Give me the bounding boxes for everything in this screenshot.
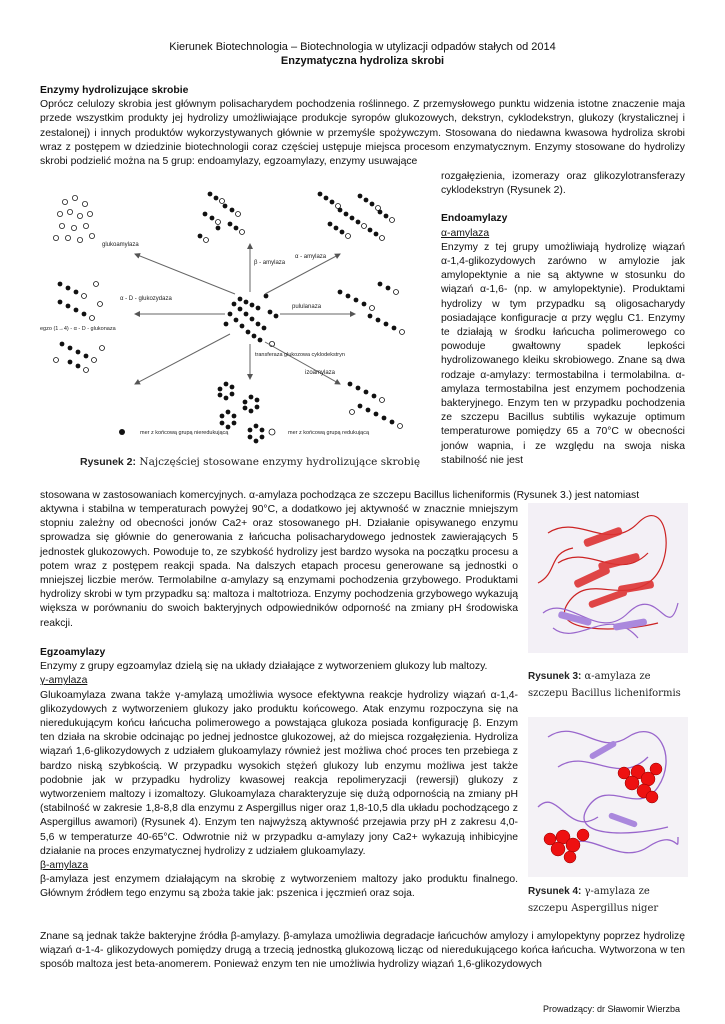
label-glukoamylaza: glukoamylaza [102,242,139,248]
legend-black-marker [119,429,125,435]
gamma-paragraph: Glukoamylaza zwana także γ-amylazą umożliwia wysoce efektywna reakcje hydrolizy wiązań α-1,4-glikozydowych z wytworzeniem glukozy jako produktu końcowego. Atak enzymu rozpoczyna się na nieredukującym końcu łańcucha polimerowego a powstająca glukoza posiada konfigurację β. Enzym ten działa na skrobie odcinając po jednej jednostce glukozowej, aż do miejsca rozgałęzienia. Hydroliza wiązań 1,6-glikozydowych z udziałem glukoamylazy również jest możliwa choć proces ten przebiega z bardzo niską szybkością. W przypadku wysokich stężeń glukozy lub enzymu możliwa jest także podobnie jak w przypadku hydrolizy kwasowej reakcja repolimeryzacji (rewersji) glukozy z wytworzeniem maltozy i izomaltozy. Glukoamylaza charakteryzuje się dużą odpornością na zmiany pH (stabilność w zakresie 1,8-8,8 dla enzymu z Aspergillus niger oraz 1,8-10,5 dla układu pochodzącego z Aspergillus awamori) (Rysunek 4). Enzym ten najwyższą aktywność przejawia przy pH z zakresu 4,0-5,6 w temperaturze 40-65°C. Odwrotnie niż w przypadku α-amylazy jony Ca2+ wykazują inhibicyjne działanie na proces enzymatycznej hydrolizy z udziałem glukoamylazy. [40,689,518,857]
endo-continuation-full [40,489,685,503]
intro-continuation: rozgałęzienia, izomerazy oraz glikozylotransferazy cyklodekstryn (Rysunek 2). [441,171,685,197]
intro-paragraph: Oprócz celulozy skrobia jest głównym polisacharydem pochodzenia roślinnego. Z przemysłowego punktu widzenia istotne znaczenie maja przede wszystkim produkty jej hydrolizy umożliwiające produkcje syropów glukozowych, dekstryn, cyklodekstryn, glukozy (krystalicznej i zestalonej) i innych produktów wykorzystywanych głównie w przemyśle spożywczym. Stosowana do niedawna kwasowa hydroliza skrobi wraz z postępem w dziedzinie biotechnologii coraz częściej ustępuje miejsca procesom enzymatycznym. Enzymy stosowane do hydrolizy skrobi podzielić można na 5 grup: endoamylazy, egzoamylazy, enzymy usuwające [40,99,685,168]
label-beta-amylaza: β - amylaza [254,260,286,266]
endo-full-line: stosowana w zastosowaniach komercyjnych. α-amylaza pochodząca ze szczepu Bacillus licheniformis (Rysunek 3.) jest natomiast [40,490,640,501]
beta-full-paragraph: Znane są jednak także bakteryjne źródła β-amylazy. β-amylaza umożliwia degradacje łańcuchów amylozy i amylopektyny poprzez hydrolizę wiązań α-1-4- glikozydowych pomiędzy drugą a trzecią jednostką glukozową licząc od nieredukującego końca łańcucha. Wytworzona w ten sposób maltoza jest beta-anomerem. Ponieważ enzym ten nie umożliwia hydrolizy wiązań 1,6-glikozydowych [40,931,685,971]
enzyme-diagram [40,184,435,466]
egzo-heading: Egzoamylazy [40,647,106,658]
legend-white-label: mer z końcową grupą redukującą [288,430,370,436]
label-alfa-amylaza: α - amylaza [295,254,327,260]
page-title: Enzymatyczna hydroliza skrobi [280,55,445,67]
figure-2-caption-text: Najczęściej stosowane enzymy hydrolizujące skrobię [139,456,421,468]
figure-3-caption [528,668,688,702]
gamma-amylase-subheading: γ-amylaza [40,675,88,687]
egzo-products [54,342,105,373]
label-transferaza: transferaza glukozowa cyklodekstryn [255,352,345,358]
egzo-intro: Enzymy z grupy egzoamylaz dzielą się na układy działające z wytworzeniem glukozy lub maltozy. [40,661,488,673]
footer-instructor: Prowadzący: dr Sławomir Wierzba [542,1004,680,1014]
figure-2 [40,184,435,484]
figure-4-caption [528,883,688,917]
label-pululanaza: pululanaza [292,304,322,310]
intro-heading: Enzymy hydrolizujące skrobie [40,85,189,96]
beta-amylase-subheading: β-amylaza [40,860,89,872]
alfa-amylaza-products [318,192,395,241]
label-alfa-d-glukozydaza: α - D - glukozydaza [120,296,172,302]
legend-black-label: mer z końcową grupą nieredukującą [140,430,229,436]
gamma-amylase-structure [528,717,688,877]
beta-narrow-paragraph: β-amylaza jest enzymem działającym na skrobię z wytworzeniem maltozy jako produktu finalnego. Głównym źródłem tego enzymu są zboża takie jak: pszenica i jęczmień oraz soja. [40,874,518,900]
figure-3-caption-text: α-amylaza ze szczepu Bacillus licheniformis [528,671,681,699]
figure-4 [528,717,688,922]
header-course: Kierunek Biotechnologia – Biotechnologia w utylizacji odpadów stałych od 2014 [169,41,556,53]
endo-heading: Endoamylazy [441,213,508,225]
endo-narrow [40,503,518,631]
label-egzo: egzo (1→4) - α - D - glukonaza [40,326,116,332]
figure-2-caption-label: Rysunek 2: [80,456,137,468]
label-izoamylaza: izoamylaza [305,370,336,376]
egzo-section [40,646,518,902]
endo-paragraph: Enzymy z tej grupy umożliwiają hydrolizę wiązań α-1,4-glikozydowych zarówno w amylozie jak amylopektynie a nie są aktywne w stosunku do wiązań α-1,6- (np. w amylopektynie). Produktami hydrolizy w tym przypadku są oligosacharydy posiadające konfiguracje α przy węglu C1. Enzymy te działają w środku łańcucha polimerowego co powoduje gwałtowny spadek lepkości hydrolizowanego kleiku skrobiowego. Znane są dwa rodzaje α-amylazy: termostabilna i termolabilna. α-amylaza termostabilna jest enzymem pochodzenia bakteryjnego. Enzym ten w przypadku pochodzenia ze szczepu Bacillus subtilis wykazuje optimum temperaturowe pomiędzy 65 a 70°C w obecności jonów wapnia, i ze względu na swoja niska stabilność nie jest [441,241,685,466]
legend-white-marker [269,429,275,435]
alpha-amylase-subheading: α-amylaza [441,227,490,239]
beta-full [40,930,685,973]
pululanaza-products [338,282,405,335]
figure-3-caption-label: Rysunek 3: [528,671,582,682]
beta-amylaza-products [198,192,245,243]
alfa-d-glukozydaza-products [58,282,103,321]
figure-4-caption-text: γ-amylaza ze szczepu Aspergillus niger [528,886,659,914]
izoamylaza-products [348,382,403,429]
figure-2-caption [80,455,435,469]
central-starch-molecule [224,294,279,347]
figure-4-caption-label: Rysunek 4: [528,886,582,897]
alpha-amylase-structure [528,503,688,653]
intro-section [40,84,685,169]
endo-narrow-paragraph: aktywna i stabilna w temperaturach powyżej 90°C, a dodatkowo jej aktywność w znacznie mniejszym stopniu zależny od obecności jonów Ca2+ oraz stosowanego pH. Działanie opisywanego enzymu sprowadza się głównie do generowania z łańcucha polisacharydowego jednostek zawierających 5 jednostek glukozowych. Powoduje to, ze szybkość hydrolizy jest bardzo wysoka na początku procesu a potem wraz z postępem reakcji spada. Na dalszych etapach procesu generowane są jednostki o mniejszej liczbie merów. Termolabilne α-amylazy są enzymami pochodzenia grzybowego. Produktami hydrolizy skrobi w tym przypadku są: maltoza i maltotrioza. Enzymy pochodzenia grzybowego wykazują większa w porównaniu do swoich bakteryjnych odpowiedników odporność na zmiany pH środowiska reakcji. [40,504,518,629]
right-column [441,170,685,468]
glukoamylaza-products [53,195,94,242]
figure-3 [528,503,688,699]
